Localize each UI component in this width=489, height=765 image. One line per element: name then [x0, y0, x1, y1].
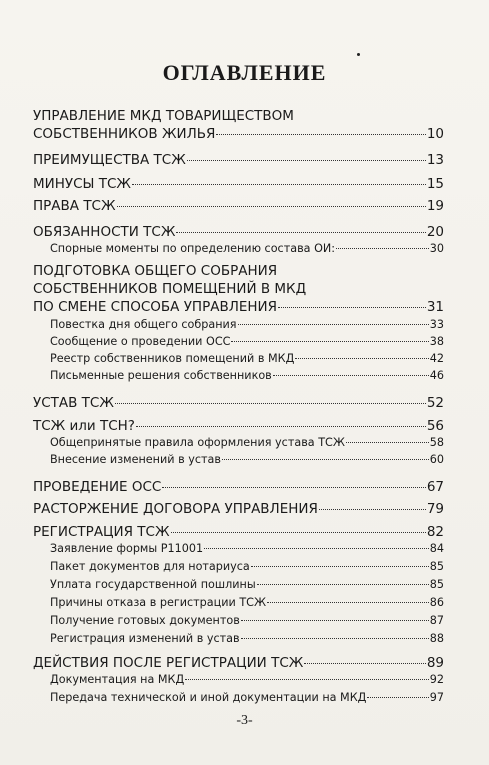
toc-entry-label: ПРАВА ТСЖ [33, 198, 116, 214]
toc-page-number: 42 [429, 352, 444, 365]
toc-entry[interactable] [33, 395, 444, 411]
toc-subentry[interactable] [50, 691, 444, 704]
toc-page-number: 85 [429, 578, 444, 591]
dot-leader [216, 134, 425, 135]
toc-entry[interactable] [33, 126, 444, 142]
toc-entry-label: Спорные моменты по определению состава ОИ: [50, 242, 336, 255]
toc-entry-label: МИНУСЫ ТСЖ [33, 176, 131, 192]
toc-page-number: 89 [426, 655, 444, 671]
dot-leader [295, 358, 428, 359]
dot-leader [336, 248, 429, 249]
toc-page-number: 13 [426, 152, 444, 168]
dot-leader [115, 403, 426, 404]
page-title: ОГЛАВЛЕНИЕ [162, 60, 327, 85]
toc-page-number: 15 [426, 176, 444, 192]
toc-page-number: 88 [429, 632, 444, 645]
toc-heading-line: ПОДГОТОВКА ОБЩЕГО СОБРАНИЯ [33, 263, 278, 279]
toc-entry-label: Регистрация изменений в устав [50, 632, 240, 645]
toc-subentry[interactable] [50, 542, 444, 555]
dot-leader [278, 307, 426, 308]
toc-subentry[interactable] [50, 453, 444, 466]
toc-page-number: 33 [429, 318, 444, 331]
toc-entry-label: ПРОВЕДЕНИЕ ОСС [33, 479, 162, 495]
toc-entry-label: Причины отказа в регистрации ТСЖ [50, 596, 267, 609]
toc-page-number: 31 [426, 299, 444, 315]
dot-leader [238, 324, 429, 325]
toc-entry-label: Документация на МКД [50, 673, 185, 686]
dot-leader [171, 532, 426, 533]
toc-entry-label: ПО СМЕНЕ СПОСОБА УПРАВЛЕНИЯ [33, 299, 278, 315]
dot-leader [136, 426, 426, 427]
toc-entry-label: Сообщение о проведении ОСС [50, 335, 231, 348]
toc-entry[interactable] [33, 479, 444, 495]
toc-entry-label: ДЕЙСТВИЯ ПОСЛЕ РЕГИСТРАЦИИ ТСЖ [33, 655, 304, 671]
toc-entry[interactable] [33, 524, 444, 540]
toc-subentry[interactable] [50, 369, 444, 382]
toc-entry-label: РАСТОРЖЕНИЕ ДОГОВОРА УПРАВЛЕНИЯ [33, 501, 318, 517]
page-number: -3- [236, 713, 253, 728]
toc-entry-label: УСТАВ ТСЖ [33, 395, 114, 411]
toc-subentry[interactable] [50, 578, 444, 591]
toc-entry[interactable] [33, 198, 444, 214]
toc-subentry[interactable] [50, 673, 444, 686]
dot-leader [231, 341, 428, 342]
dot-leader [319, 509, 426, 510]
dot-leader [132, 184, 426, 185]
toc-entry-label: Заявление формы Р11001 [50, 542, 204, 555]
dot-leader [241, 638, 429, 639]
toc-page-number: 86 [429, 596, 444, 609]
toc-entry[interactable] [33, 655, 444, 671]
toc-entry[interactable] [33, 418, 444, 434]
toc-entry[interactable] [33, 152, 444, 168]
toc-entry-label: ОБЯЗАННОСТИ ТСЖ [33, 224, 176, 240]
dot-leader [222, 459, 429, 460]
toc-page-number: 52 [426, 395, 444, 411]
toc-entry-label: Получение готовых документов [50, 614, 240, 627]
dot-leader [367, 697, 428, 698]
toc-entry-label: РЕГИСТРАЦИЯ ТСЖ [33, 524, 170, 540]
toc-heading-line: УПРАВЛЕНИЕ МКД ТОВАРИЩЕСТВОМ [33, 108, 294, 124]
toc-entry-label: Общепринятые правила оформления устава ТСЖ [50, 436, 345, 449]
toc-page-number: 87 [429, 614, 444, 627]
toc-entry-label: ТСЖ или ТСН? [33, 418, 135, 434]
toc-entry-label: Пакет документов для нотариуса [50, 560, 250, 573]
toc-page-number: 38 [429, 335, 444, 348]
toc-page-number: 60 [429, 453, 444, 466]
dot-leader [241, 620, 429, 621]
toc-entry[interactable] [33, 224, 444, 240]
toc-page-number: 85 [429, 560, 444, 573]
dot-leader [273, 375, 429, 376]
toc-page-number: 46 [429, 369, 444, 382]
toc-page-number: 58 [429, 436, 444, 449]
dot-leader [117, 206, 426, 207]
toc-entry-label: Письменные решения собственников [50, 369, 272, 382]
toc-subentry[interactable] [50, 352, 444, 365]
toc-page-number: 20 [426, 224, 444, 240]
toc-entry-label: Уплата государственной пошлины [50, 578, 256, 591]
toc-subentry[interactable] [50, 318, 444, 331]
toc-page-number: 19 [426, 198, 444, 214]
toc-subentry[interactable] [50, 560, 444, 573]
dot-leader [162, 487, 425, 488]
toc-subentry[interactable] [50, 436, 444, 449]
toc-page-number: 97 [429, 691, 444, 704]
dot-leader [267, 602, 429, 603]
toc-entry-label: Реестр собственников помещений в МКД [50, 352, 295, 365]
dot-leader [204, 548, 429, 549]
toc-entry-label: СОБСТВЕННИКОВ ЖИЛЬЯ [33, 126, 216, 142]
dot-leader [251, 566, 429, 567]
toc-entry-label: Передача технической и иной документации на МКД [50, 691, 367, 704]
dot-leader [185, 679, 429, 680]
toc-entry[interactable] [33, 299, 444, 315]
toc-page-number: 56 [426, 418, 444, 434]
toc-entry[interactable] [33, 501, 444, 517]
toc-entry-label: Повестка дня общего собрания [50, 318, 237, 331]
toc-page-number: 10 [426, 126, 444, 142]
toc-subentry[interactable] [50, 614, 444, 627]
toc-subentry[interactable] [50, 242, 444, 255]
dot-leader [257, 584, 429, 585]
toc-entry-label: ПРЕИМУЩЕСТВА ТСЖ [33, 152, 186, 168]
dot-leader [187, 160, 426, 161]
toc-entry-label: Внесение изменений в устав [50, 453, 221, 466]
toc-heading-line: СОБСТВЕННИКОВ ПОМЕЩЕНИЙ В МКД [33, 281, 307, 297]
dot-leader [346, 442, 429, 443]
toc-page-number: 79 [426, 501, 444, 517]
dot-leader [304, 663, 426, 664]
toc-page-number: 82 [426, 524, 444, 540]
toc-page-number: 67 [426, 479, 444, 495]
toc-entry[interactable] [33, 176, 444, 192]
toc-subentry[interactable] [50, 596, 444, 609]
dot-leader [176, 232, 425, 233]
toc-subentry[interactable] [50, 335, 444, 348]
toc-page-number: 30 [429, 242, 444, 255]
toc-subentry[interactable] [50, 632, 444, 645]
toc-page-number: 92 [429, 673, 444, 686]
toc-page-number: 84 [429, 542, 444, 555]
